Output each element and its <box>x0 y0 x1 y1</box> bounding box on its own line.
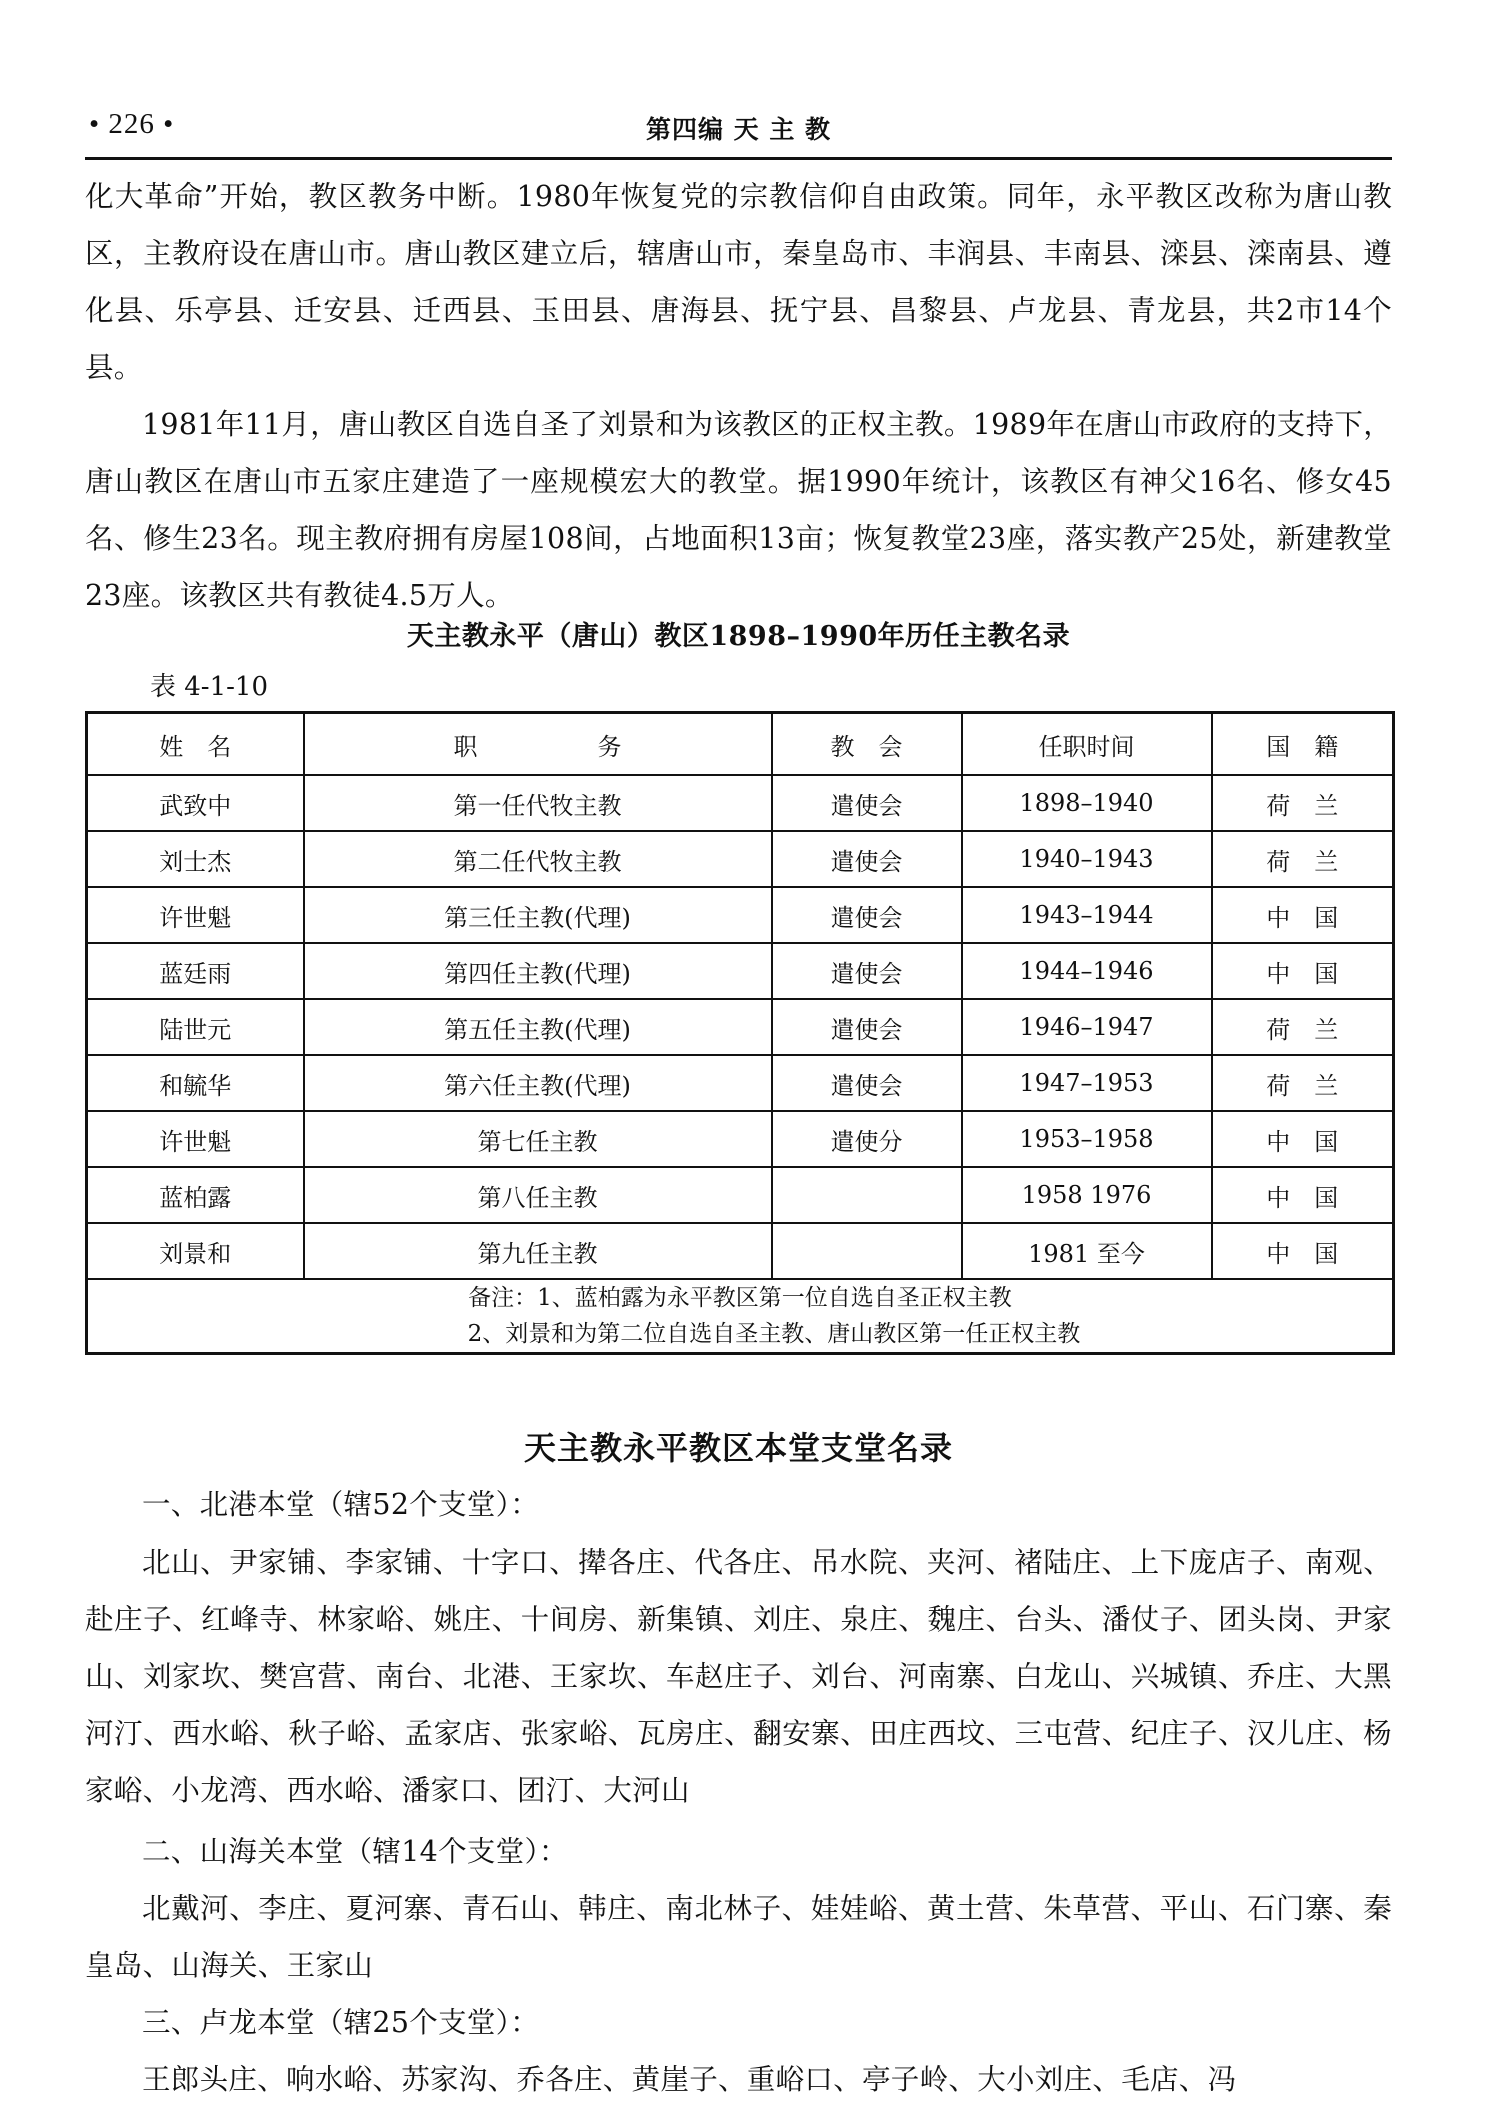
cell-society: 遣使会 <box>772 775 962 831</box>
column-header-nationality: 国 籍 <box>1212 713 1394 776</box>
cell-name: 刘景和 <box>87 1223 304 1279</box>
cell-society: 遣使会 <box>772 887 962 943</box>
table-row <box>87 943 1394 999</box>
page-number: • 226 • <box>89 108 175 140</box>
table-row <box>87 1055 1394 1111</box>
cell-term: 1946–1947 <box>962 999 1212 1055</box>
cell-term: 1940–1943 <box>962 831 1212 887</box>
cell-nationality: 中 国 <box>1212 1223 1394 1279</box>
parish-list-title: 天主教永平教区本堂支堂名录 <box>523 1429 953 1467</box>
cell-society <box>772 1167 962 1223</box>
header-rule <box>85 157 1392 160</box>
section-3-body: 王郎头庄、响水峪、苏家沟、乔各庄、黄崖子、重峪口、亭子岭、大小刘庄、毛店、冯 <box>142 2063 1237 2096</box>
cell-name: 许世魁 <box>87 887 304 943</box>
cell-society: 遣使会 <box>772 1055 962 1111</box>
table-row <box>87 1223 1394 1279</box>
cell-term: 1981 至今 <box>962 1223 1212 1279</box>
cell-society: 遣使会 <box>772 943 962 999</box>
table-row <box>87 1111 1394 1167</box>
section-1-body: 北山、尹家铺、李家铺、十字口、撵各庄、代各庄、吊水院、夹河、褚陆庄、上下庞店子、南观、赴庄子、红峰寺、林家峪、姚庄、十间房、新集镇、刘庄、泉庄、魏庄、台头、潘仗子、团头岗、尹家山、刘家坎、樊宫营、南台、北港、王家坎、车赵庄子、刘台、河南寨、白龙山、兴城镇、乔庄、大黑河汀、西水峪、秋子峪、孟家店、张家峪、瓦房庄、翻安寨、田庄西坟、三屯营、纪庄子、汉儿庄、杨家峪、小龙湾、西水峪、潘家口、团汀、大河山 <box>85 1546 1392 1807</box>
section-2-heading: 二、山海关本堂（辖14个支堂）： <box>142 1835 568 1868</box>
table-label: 表 4-1-10 <box>150 672 269 702</box>
cell-nationality: 荷 兰 <box>1212 831 1394 887</box>
cell-post: 第九任主教 <box>304 1223 772 1279</box>
table-row <box>87 887 1394 943</box>
intro-paragraph-1: 化大革命”开始，教区教务中断。1980年恢复党的宗教信仰自由政策。同年，永平教区改称为唐山教区，主教府设在唐山市。唐山教区建立后，辖唐山市，秦皇岛市、丰润县、丰南县、滦县、滦南县、遵化县、乐亭县、迁安县、迁西县、玉田县、唐海县、抚宁县、昌黎县、卢龙县、青龙县，共2市14个县。 <box>85 180 1392 384</box>
cell-term: 1947–1953 <box>962 1055 1212 1111</box>
table-row <box>87 831 1394 887</box>
table-row <box>87 999 1394 1055</box>
note-line-2: 2、刘景和为第二位自选自圣主教、唐山教区第一任正权主教 <box>467 1321 1081 1347</box>
section-2-body: 北戴河、李庄、夏河寨、青石山、韩庄、南北林子、娃娃峪、黄土营、朱草营、平山、石门寨、秦皇岛、山海关、王家山 <box>85 1892 1392 1982</box>
cell-name: 刘士杰 <box>87 831 304 887</box>
cell-post: 第二任代牧主教 <box>304 831 772 887</box>
cell-term: 1944–1946 <box>962 943 1212 999</box>
column-header-post: 职 务 <box>304 713 772 776</box>
bishop-rows <box>87 775 1394 1279</box>
cell-nationality: 中 国 <box>1212 1167 1394 1223</box>
table-header-row <box>87 713 1394 776</box>
page-header <box>85 104 1392 158</box>
cell-term: 1943–1944 <box>962 887 1212 943</box>
cell-society: 遣使会 <box>772 999 962 1055</box>
column-header-name: 姓 名 <box>87 713 304 776</box>
cell-term: 1898–1940 <box>962 775 1212 831</box>
cell-name: 陆世元 <box>87 999 304 1055</box>
cell-post: 第六任主教(代理) <box>304 1055 772 1111</box>
cell-nationality: 中 国 <box>1212 887 1394 943</box>
cell-post: 第七任主教 <box>304 1111 772 1167</box>
cell-term: 1958 1976 <box>962 1167 1212 1223</box>
intro-paragraph-2: 1981年11月，唐山教区自选自圣了刘景和为该教区的正权主教。1989年在唐山市政府的支持下，唐山教区在唐山市五家庄建造了一座规模宏大的教堂。据1990年统计，该教区有神父16名、修女45名、修生23名。现主教府拥有房屋108间，占地面积13亩；恢复教堂23座，落实教产25处，新建教堂23座。该教区共有教徒4.5万人。 <box>85 408 1392 612</box>
cell-society: 遣使会 <box>772 831 962 887</box>
cell-nationality: 荷 兰 <box>1212 1055 1394 1111</box>
table-notes <box>87 1279 1394 1354</box>
section-3-heading: 三、卢龙本堂（辖25个支堂）： <box>142 2006 540 2039</box>
cell-post: 第四任主教(代理) <box>304 943 772 999</box>
cell-nationality: 中 国 <box>1212 943 1394 999</box>
cell-nationality: 中 国 <box>1212 1111 1394 1167</box>
bishop-table <box>85 711 1395 1355</box>
cell-post: 第八任主教 <box>304 1167 772 1223</box>
section-1-heading: 一、北港本堂（辖52个支堂）： <box>142 1488 540 1521</box>
cell-post: 第一任代牧主教 <box>304 775 772 831</box>
cell-post: 第五任主教(代理) <box>304 999 772 1055</box>
cell-nationality: 荷 兰 <box>1212 775 1394 831</box>
cell-nationality: 荷 兰 <box>1212 999 1394 1055</box>
note-line-1: 备注：1、蓝柏露为永平教区第一位自选自圣正权主教 <box>468 1285 1012 1311</box>
cell-term: 1953–1958 <box>962 1111 1212 1167</box>
table-row <box>87 1167 1394 1223</box>
column-header-term: 任职时间 <box>962 713 1212 776</box>
cell-name: 许世魁 <box>87 1111 304 1167</box>
cell-name: 和毓华 <box>87 1055 304 1111</box>
table-row <box>87 775 1394 831</box>
cell-name: 武致中 <box>87 775 304 831</box>
cell-society: 遣使分 <box>772 1111 962 1167</box>
table-title: 天主教永平（唐山）教区1898–1990年历任主教名录 <box>406 621 1071 652</box>
cell-name: 蓝柏露 <box>87 1167 304 1223</box>
column-header-society: 教 会 <box>772 713 962 776</box>
cell-post: 第三任主教(代理) <box>304 887 772 943</box>
table-notes-row <box>87 1279 1394 1354</box>
cell-name: 蓝廷雨 <box>87 943 304 999</box>
running-head: 第四编 天 主 教 <box>645 115 832 144</box>
cell-society <box>772 1223 962 1279</box>
